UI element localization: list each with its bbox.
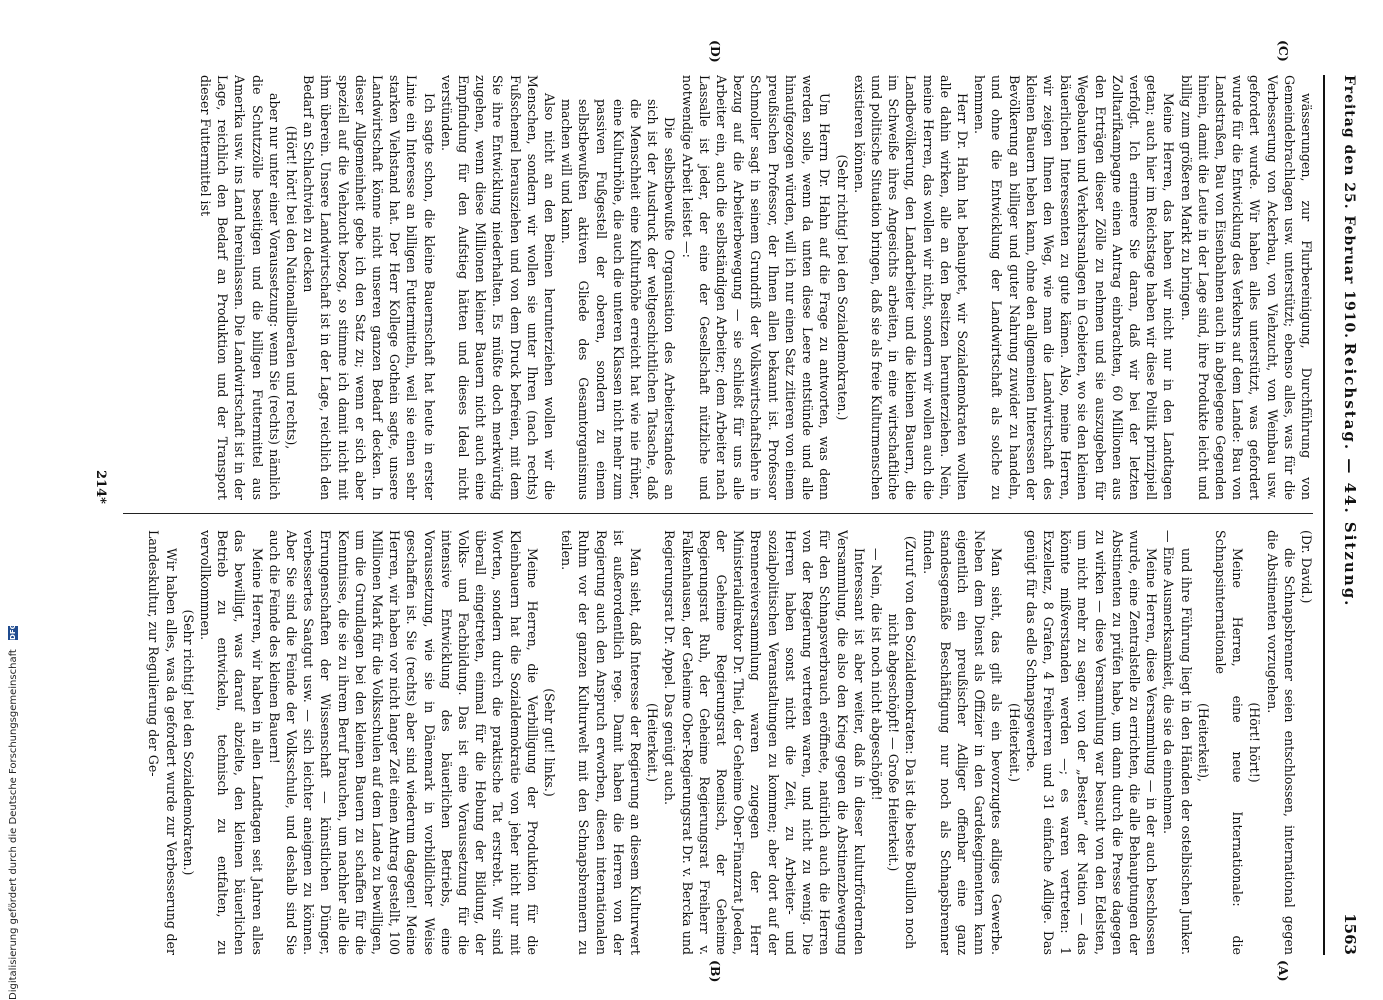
paragraph: Meine Herren, das haben wir nicht nur in den Landtagen getan; auch hier im Reichstage haben wir diese Politik prinzipiell verfolgt. Ich erinnere Sie daran, daß wir bei der letzten Zolltarifkampagne einen Antrag einbrachten, 60 Millionen aus den Erträgen dieser Zölle zu nehmen und sie auszugeben für Wegebauten und Verkehrsanlagen in Gebieten, wo sie den kleinen bäuerlichen Interessenten zu gute kämen. Also, meine Herren, wir zeigen Ihnen den Weg, wie man die Landwirtschaft des kleinen Bauern heben kann, ohne den allgemeinen Interessen der Bevölkerung an billiger und guter Nahrung zuwider zu handeln, und ohne die Entwicklung der Landwirtschaft als solche zu hemmen. [972, 75, 1177, 500]
margin-marker-a: (A) [1276, 960, 1291, 982]
paragraph: Interessant ist aber weiter, daß in dieser kulturfördernden Versammlung, die also den Krieg gegen die Abstinenzbewegung für den Schnapsverbrauch eröffnete, natürlich auch die Herren von der Regierung vertreten waren, und nicht zu wenig. Die Herren haben sonst nicht die Zeit, zu Arbeiter- und sozialpolitischen Veranstaltungen zu kommen; aber dort auf der Brennereiversammlung waren zugegen der Herr Ministerialdirektor Dr. Thiel, der Geheime Ober-Finanzrat Joeden, der Geheime Regierungsrat Roenisch, der Geheime Regierungsrat Ruh, der Geheime Regierungsrat Freiherr v. Falkenhausen, der Geheime Ober-Regierungsrat Dr. v. Bercka und Regierungsrat Dr. Appel. Das genügt auch. [662, 530, 867, 955]
column-divider [123, 513, 1313, 514]
digitization-text: Digitalisierung gefördert durch die Deutsche Forschungsgemeinschaft [8, 649, 19, 1000]
running-title: Reichstag. — 44. Sitzung. [1341, 342, 1359, 608]
paragraph: Meine Herren, wir haben in allen Landtagen seit Jahren alles das bewilligt, was darauf abzielte, den kleinen bäuerlichen Betrieb zu entwickeln, technisch zu entfalten, zu vervollkommnen. [198, 530, 265, 955]
paragraph: Man sieht, daß Interesse der Regierung an diesem Kulturwert ist außerordentlich rege. Damit haben die Herren von der Regierung auch den Anspruch erworben, diesen internationalen Ruhm vor der ganzen Kulturwelt mit den Schnapsbrennern zu teilen. [559, 530, 644, 955]
quotation: Die selbstbewußte Organisation des Arbeiterstandes an sich ist der Ausdruck der weltgeschichtlichen Tatsache, daß die Menschheit eine Kulturhöhe erreicht hat wie nie früher, eine Kulturhöhe, die auch die unteren Klassen nicht mehr zum passiven Fußgestell der oberen, sondern zu einem selbstbewußten aktiven Gliede des Gesamtorganismus machen will und kann. [559, 99, 678, 500]
paragraph: Herr Dr. Hahn hat behauptet, wir Sozialdemokraten wollten alle dahin wirken, alle an den Besitzen herunterziehen. Nein, meine Herren, das wollen wir nicht, sondern wir wollen auch die Landbevölkerung, den Landarbeiter und die kleinen Bauern, die im Schweiße ihres Angesichts arbeiten, in eine wirtschaftliche und politische Situation bringen, daß sie als freie Kulturmenschen existieren können. [851, 75, 970, 500]
speaker-name: (Dr. David.) [1299, 530, 1314, 604]
paragraph: und ihre Führung liegt in den Händen der ostelbischen Junker. — Eine Ausmerksamkeit, die sie da einnehmen. [1161, 530, 1194, 955]
header-date: Freitag den 25. Februar 1910. [1341, 75, 1357, 340]
dfg-logo-icon: DFG [9, 623, 17, 640]
paragraph: Ich sagte schon, die kleine Bauernschaft hat heute in erster Linie ein Interesse an billigen Futtermitteln, weil sie einen sehr starken Viehstand hat. Der Herr Kollege Gothein sagte, unsere Landwirtschaft könne nicht unseren ganzen Bedarf decken. In dieser Allgemeinheit gebe ich den Satz zu; wenn er sich aber speziell auf die Viehzucht bezog, so stimme ich damit nicht mit ihm überein. Unsere Landwirtschaft ist in der Lage, reichlich den Bedarf an Schlachtvieh zu decken [301, 75, 437, 500]
interjection: (Zuruf von den Sozialdemokraten: Da ist die beste Bouillon noch nicht abgeschöpft! — Große Heiterkeit.) [886, 535, 919, 950]
interjection: (Sehr richtig! bei den Sozialdemokraten.) [180, 609, 196, 876]
paragraph: aber nur unter einer Voraussetzung: wenn Sie (rechts) nämlich die Schutzzölle beseitigen und die billigen Futtermittel aus Amerika usw. ins Land hereinlassen. Die Landwirtschaft ist in der Lage, reichlich den Bedarf an Produktion und der Transport dieser Futtermittel ist [198, 75, 282, 500]
signature-mark: 214* [93, 470, 108, 504]
paragraph: Um Herrn Dr. Hahn auf die Frage zu antworten, was denn werden solle, wenn da unten diese Leere entstünde und alle hinaufgezogen würden, will ich nur einen Satz zitieren von einem preußischen Professor, der Ihnen allen bekannt ist. Professor Schmoller sagt in seinem Grundriß der Volkswirtschaftslehre in bezug auf die Arbeiterbewegung — sie schließt für uns alle Arbeiter ein, auch die selbständigen Arbeiter; dem Arbeiter nach Lassalle ist jeder, der eine der Gesellschaft nützliche und notwendige Arbeit leistet —: [679, 75, 833, 500]
column-left-side [125, 530, 1315, 955]
page-header [1323, 75, 1365, 955]
paragraph: Man sieht, das gilt als ein bevorzugtes adliges Gewerbe. Neben dem Dienst als Offizier in den Gardekegimentern kann eigentlich ein preußischer Adliger offenbar eine ganz standesgemäße Beschäftigung nur noch als Schnapsbrenner finden. [920, 530, 1005, 955]
interjection: (Hört! hört!) [1247, 702, 1263, 783]
interjection: (Sehr richtig! bei den Sozialdemokraten.) [834, 154, 850, 421]
interjection: (Heiterkeit.) [1006, 703, 1022, 782]
paragraph: Meine Herren, eine neue Internationale: die Schnapsinternationale [1212, 530, 1246, 955]
margin-marker-d: (D) [708, 40, 723, 63]
paragraph: — Nein, die ist noch nicht abgeschöpft! [868, 548, 884, 801]
interjection: (Hört! hört! bei den Nationalliberalen und rechts), [284, 125, 300, 450]
paragraph: Also nicht an den Beinen herunterziehen wollen wir die Menschen, sondern wir wollen sie unter Ihren (nach rechts) Fußschemel herausziehen und von dem Druck befreien, mit dem Sie ihre Entwicklung niederhalten. Es müßte doch merkwürdig zugehen, wenn diese Millionen kleiner Bauern nicht auch eine Empfindung für den Aufstieg hätten und dieses Ideal nicht verstünden. [438, 75, 558, 500]
margin-marker-c: (C) [1276, 40, 1291, 62]
digitization-note [8, 0, 19, 1000]
paragraph: Wir haben alles, was da gefordert wurde zur Verbesserung der Landeskultur, zur Regulierung der Ge- [146, 530, 179, 955]
paragraph: wässerungen, zur Flurbereinigung, Durchführung von Gemeindebrachlagen usw. unterstützt; ebenso alles, was für die Verbesserung von Ackerbau, von Viehzucht, von Weinbau usw. gefordert wurde. Wir haben alles unterstützt, was gefordert wurde für die Entwicklung des Verkehrs auf dem Lande: Bau von Landstraßen, Bau von Eisenbahnen auch in abgelegene Gegenden hinein, damit die Leute in der Lage sind, ihre Produkte leicht und billig zum größeren Markt zu bringen. [1178, 75, 1314, 500]
interjection: (Heiterkeit.) [645, 703, 661, 782]
paragraph: Meine Herren, diese Versammlung — in der auch beschlossen wurde, eine Zentralstelle zu errichten, die alle Behauptungen der Abstinenten zu prüfen habe, um dann durch die Presse dagegen zu wirken — diese Versammlung war besucht von den Edelsten, um nicht mehr zu sagen: von der „Besten“ der Nation — das könnte mißverstanden werden —; es waren vertreten: 1 Exzellenz, 8 Grafen, 4 Freiherren und 31 einfache Adlige. Das genügt für das edle Schnapsgewerbe. [1023, 530, 1160, 955]
column-right-side [125, 75, 1315, 500]
paragraph: die Schnapsbrenner seien entschlossen, international gegen die Abstinenten vorzugehen. [1264, 530, 1297, 955]
paragraph: Meine Herren, die Verbilligung der Produktion für die Kleinbauern hat die Sozialdemokratie von jeher nicht nur mit Worten, sondern durch die praktische Tat erstrebt. Wir sind überall eingetreten, einmal für die Hebung der Bildung, der Volks- und Fachbildung. Das ist eine Voraussetzung für die intensive Entwicklung des bäuerlichen Betriebs, eine Voraussetzung, wie sie in Dänemark in vorbildlicher Weise geschaffen ist. Sie (rechts) aber sind wiederum dagegen! Meine Herren, wir haben vor nicht langer Zeit einen Antrag gestellt, 100 Millionen Mark für die Volksschulen auf dem Lande zu bewilligen, um die Grundlagen bei den kleinen Bauern zu schaffen für die Kenntnisse, die sie zu ihrem Beruf brauchen, um nachher alle die Errungenschaften der Wissenschaft — künstlichen Dünger, verbessertes Saatgut usw. — sich leichter aneignen zu können. Aber Sie sind die Feinde der Volksschule, und deshalb sind Sie auch die Feinde des kleinen Bauern! [266, 530, 540, 955]
margin-marker-b: (B) [708, 960, 723, 983]
page-number: 1563 [1341, 913, 1359, 955]
interjection: (Heiterkeit), [1195, 703, 1211, 782]
interjection: (Sehr gut! links.) [542, 688, 558, 797]
